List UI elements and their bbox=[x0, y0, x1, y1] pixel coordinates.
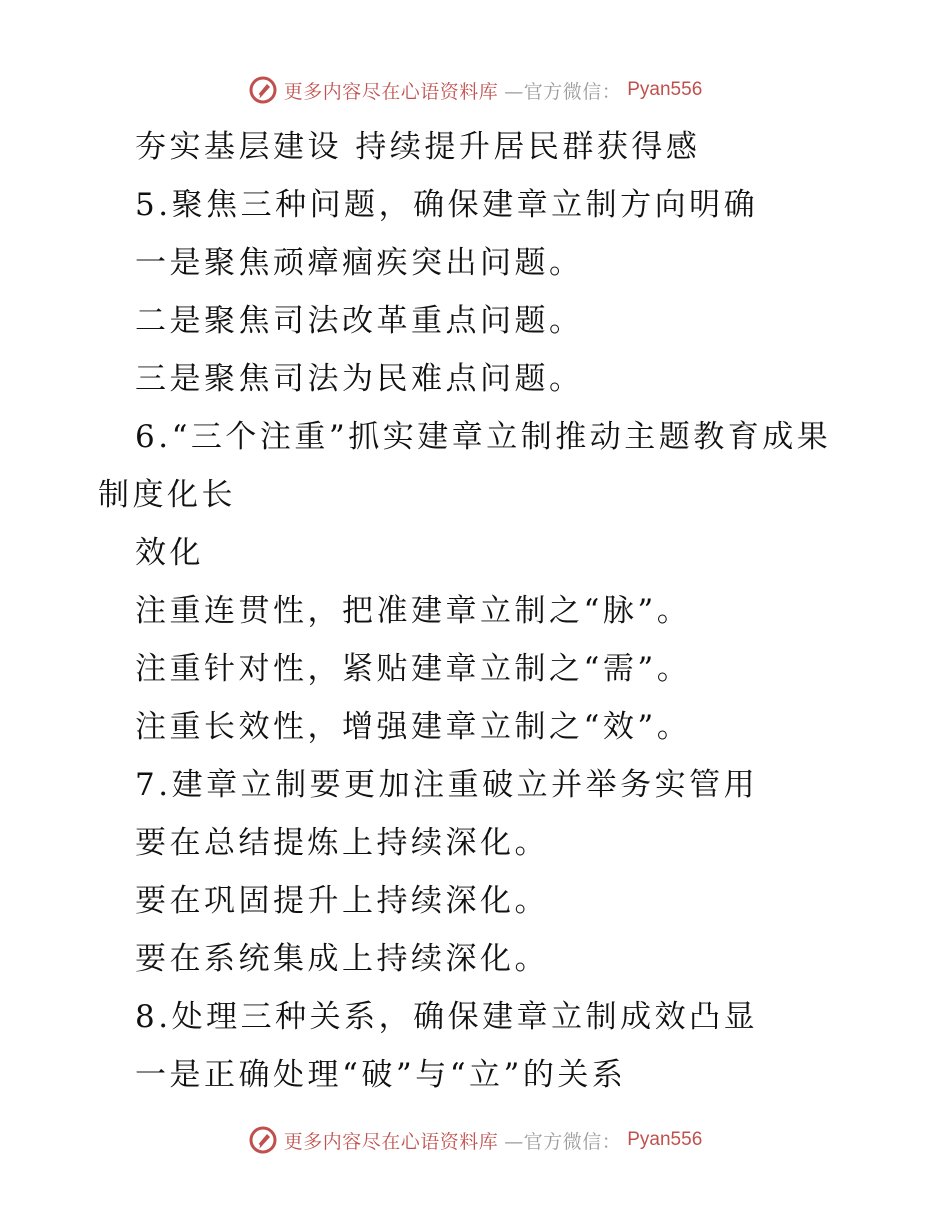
section-heading-8: 8.处理三种关系，确保建章立制成效凸显 bbox=[135, 999, 759, 1035]
text-line: 要在巩固提升上持续深化。 bbox=[135, 883, 549, 919]
footer-watermark bbox=[0, 1120, 950, 1160]
watermark-wechat-id: Pyan556 bbox=[627, 79, 703, 100]
watermark-content bbox=[248, 75, 703, 105]
text-line: 效化 bbox=[135, 535, 204, 571]
watermark-wechat-id: Pyan556 bbox=[627, 1129, 703, 1150]
section-heading-5: 5.聚焦三种问题，确保建章立制方向明确 bbox=[135, 187, 759, 223]
text-line: 要在系统集成上持续深化。 bbox=[135, 941, 549, 977]
watermark-label: —官方微信： bbox=[504, 80, 622, 103]
section-heading-6-continued: 制度化长 bbox=[98, 477, 236, 513]
watermark-content bbox=[248, 1125, 703, 1155]
section-heading-7: 7.建章立制要更加注重破立并举务实管用 bbox=[135, 767, 759, 803]
header-watermark bbox=[0, 70, 950, 110]
text-line: 要在总结提炼上持续深化。 bbox=[135, 825, 549, 861]
pen-nib-icon bbox=[248, 75, 278, 105]
text-line: 三是聚焦司法为民难点问题。 bbox=[135, 361, 584, 397]
text-line: 一是正确处理“破”与“立”的关系 bbox=[135, 1057, 627, 1093]
text-line: 注重长效性，增强建章立制之“效”。 bbox=[135, 709, 692, 745]
text-line: 夯实基层建设 持续提升居民群获得感 bbox=[135, 129, 701, 165]
watermark-label: —官方微信： bbox=[504, 1130, 622, 1153]
watermark-site-name: 更多内容尽在心语资料库 bbox=[283, 80, 499, 103]
watermark-site-name: 更多内容尽在心语资料库 bbox=[283, 1130, 499, 1153]
text-line: 注重连贯性，把准建章立制之“脉”。 bbox=[135, 593, 692, 629]
text-line: 二是聚焦司法改革重点问题。 bbox=[135, 303, 584, 339]
text-line: 注重针对性，紧贴建章立制之“需”。 bbox=[135, 651, 692, 687]
pen-nib-icon bbox=[248, 1125, 278, 1155]
text-line: 一是聚焦顽瘴痼疾突出问题。 bbox=[135, 245, 584, 281]
section-heading-6: 6.“三个注重”抓实建章立制推动主题教育成果 bbox=[135, 419, 832, 455]
document-body bbox=[0, 118, 950, 1104]
